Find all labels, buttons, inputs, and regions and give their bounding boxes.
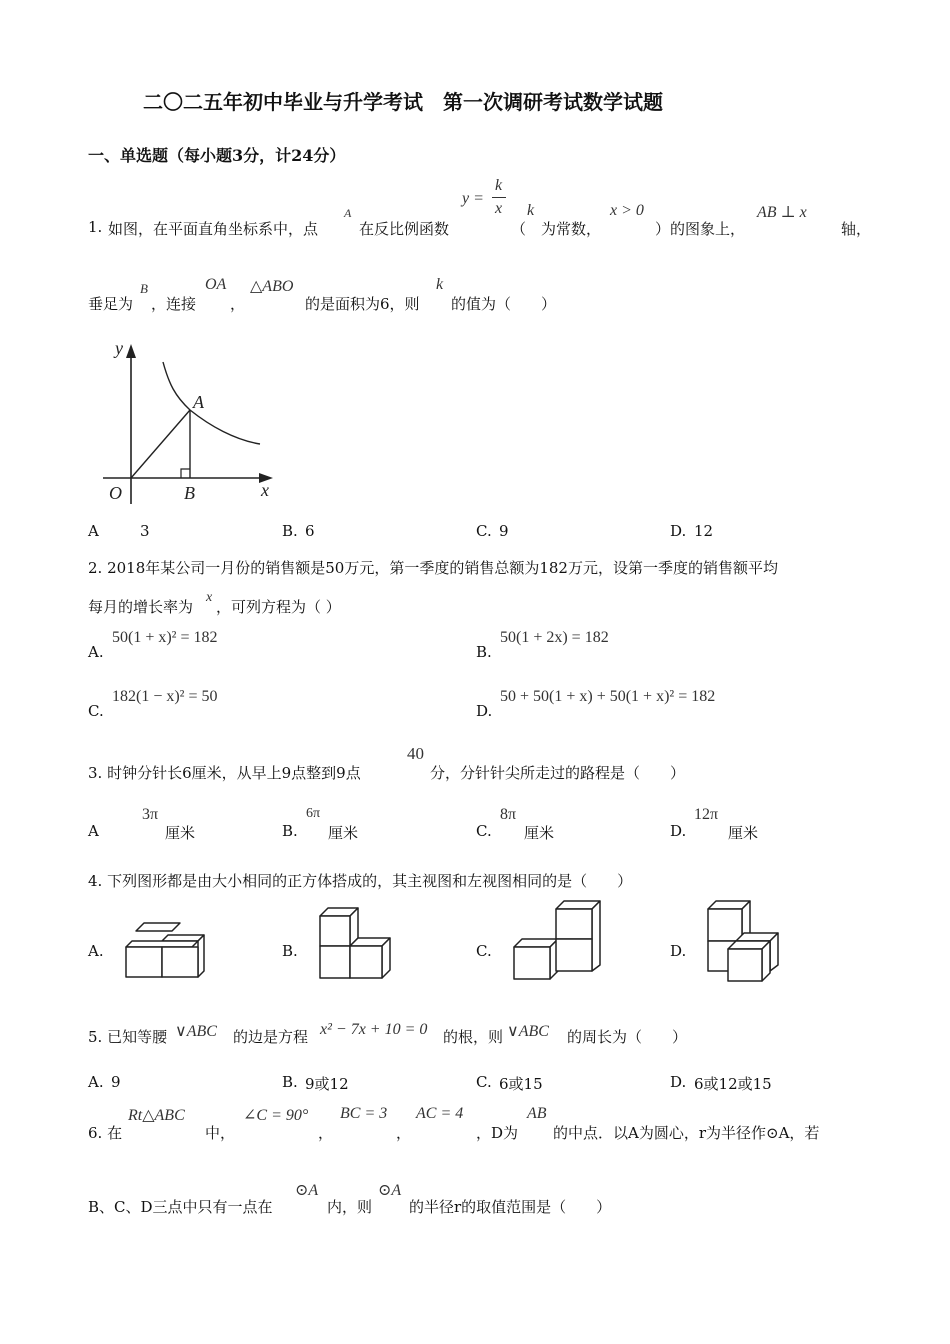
math-perpendicular: AB ⊥ x [757, 204, 807, 221]
question-text: ，可列方程为（ ） [216, 598, 341, 616]
question-text: 内，则 [327, 1198, 373, 1216]
math-var: x [206, 590, 213, 605]
option-formula: 50 + 50(1 + x) + 50(1 + x)² = 182 [500, 688, 716, 705]
option-unit: 厘米 [165, 824, 196, 842]
option-value: 3π [142, 806, 159, 823]
option-label: C. [476, 1073, 492, 1091]
option-label: B. [282, 822, 298, 840]
question-text: 的值为（ ） [451, 295, 557, 313]
math-point: A [344, 206, 352, 220]
option-label: B. [476, 643, 492, 661]
question-text: 如图，在平面直角坐标系中，点 [108, 220, 319, 238]
option-label: A [88, 522, 99, 540]
option-formula: 50(1 + 2x) = 182 [500, 629, 609, 646]
question-text: 每月的增长率为 [88, 598, 194, 616]
option-text: 6或12或15 [694, 1075, 772, 1093]
y-axis-arrow [126, 344, 136, 358]
math-angle: ∠C = 90° [243, 1107, 309, 1124]
option-label: B. [282, 942, 298, 960]
cube-figure-c [508, 895, 608, 987]
option-label: D. [670, 1073, 687, 1091]
question-text: ，连接 [151, 295, 197, 313]
option-text: 9或12 [305, 1075, 349, 1093]
option-label: A. [88, 1073, 104, 1091]
option-value: 12π [694, 806, 719, 823]
option-label: A. [88, 942, 104, 960]
option-formula: 182(1 − x)² = 50 [112, 688, 218, 705]
question-text: 5. 已知等腰 [88, 1028, 168, 1046]
math-triangle: Rt△ABC [128, 1107, 185, 1124]
math-side: AC = 4 [416, 1105, 464, 1122]
math-point: B [140, 281, 148, 296]
fraction-bar [492, 197, 506, 198]
option-label: D. [670, 522, 687, 540]
question-text: 的根，则 [443, 1028, 504, 1046]
option-unit: 厘米 [328, 824, 359, 842]
question-text: 2. 2018年某公司一月份的销售额是50万元，第一季度的销售总额为182万元，设第一季度的销售额平均 [88, 559, 778, 577]
page-title: 二〇二五年初中毕业与升学考试 第一次调研考试数学试题 [143, 90, 663, 114]
question-text: 的半径r的取值范围是（ ） [409, 1198, 612, 1216]
option-text: 12 [694, 522, 714, 540]
cube-figure-d [702, 895, 792, 987]
question-text: B、C、D三点中只有一点在 [88, 1198, 273, 1216]
option-unit: 厘米 [524, 824, 555, 842]
math-k: k [436, 276, 444, 293]
segment-oa [131, 410, 190, 478]
option-text: 9 [111, 1073, 121, 1091]
math-side: BC = 3 [340, 1105, 388, 1122]
question-text: 的是面积为6，则 [305, 295, 420, 313]
question-text: 在反比例函数 [359, 220, 450, 238]
question-text: ）的图象上， [655, 220, 746, 238]
question-text: ， [318, 1124, 334, 1142]
question-text: 的中点．以A为圆心，r为半径作⊙A，若 [553, 1124, 820, 1142]
option-value: 6π [306, 806, 321, 821]
label-o: O [109, 483, 122, 503]
math-k: k [527, 202, 535, 219]
question-text: 的边是方程 [233, 1028, 309, 1046]
math-triangle: ∨ABC [507, 1023, 549, 1040]
math-triangle: ∨ABC [175, 1023, 217, 1040]
question-text: 3. 时钟分针长6厘米，从早上9点整到9点 [88, 764, 361, 782]
math-func-lhs: y = [462, 190, 484, 207]
cube-figure-a [120, 915, 210, 985]
math-fraction-denominator: x [495, 200, 503, 217]
math-segment: OA [205, 276, 227, 293]
option-label: D. [670, 822, 687, 840]
question-text: 垂足为 [88, 295, 134, 313]
option-label: C. [476, 942, 492, 960]
question-text: ，D为 [476, 1124, 519, 1142]
question-text: ， [396, 1124, 412, 1142]
option-label: A. [88, 643, 104, 661]
label-y: y [115, 338, 123, 358]
math-triangle: △ABO [250, 278, 294, 295]
label-x: x [261, 480, 269, 500]
question-text: ， [230, 295, 246, 313]
section-heading: 一、单选题（每小题3分，计24分） [88, 146, 346, 165]
option-unit: 厘米 [728, 824, 759, 842]
label-a: A [193, 392, 204, 412]
math-equation: x² − 7x + 10 = 0 [320, 1021, 428, 1038]
coordinate-figure [95, 336, 285, 508]
math-fraction-numerator: k [495, 177, 503, 194]
question-text: 为常数， [541, 220, 602, 238]
question-text: 4. 下列图形都是由大小相同的正方体搭成的，其主视图和左视图相同的是（ ） [88, 872, 633, 890]
option-label: D. [476, 702, 493, 720]
math-number: 40 [407, 744, 424, 763]
option-label: B. [282, 1073, 298, 1091]
option-label: C. [476, 822, 492, 840]
option-text: 6或15 [499, 1075, 543, 1093]
option-formula: 50(1 + x)² = 182 [112, 629, 218, 646]
math-circle: ⊙A [378, 1182, 402, 1199]
question-number: 1. [88, 218, 103, 236]
question-text: 中， [205, 1124, 236, 1142]
option-label: C. [88, 702, 104, 720]
option-label: C. [476, 522, 492, 540]
question-text: 的周长为（ ） [567, 1028, 688, 1046]
question-text: 分，分针针尖所走过的路程是（ ） [430, 764, 686, 782]
option-label: D. [670, 942, 687, 960]
question-text: （ [511, 220, 527, 238]
hyperbola-curve [163, 362, 260, 444]
option-text: 9 [499, 522, 509, 540]
option-text: 6 [305, 522, 315, 540]
option-text: 3 [140, 522, 150, 540]
math-condition: x > 0 [610, 202, 644, 219]
option-label: A [88, 822, 99, 840]
math-circle: ⊙A [295, 1182, 319, 1199]
math-segment: AB [527, 1105, 547, 1122]
option-value: 8π [500, 806, 517, 823]
option-label: B. [282, 522, 298, 540]
label-b: B [184, 483, 195, 503]
question-text: 6. 在 [88, 1124, 123, 1142]
cube-figure-b [312, 902, 402, 986]
question-text: 轴， [841, 220, 872, 238]
right-angle-mark [181, 469, 190, 478]
